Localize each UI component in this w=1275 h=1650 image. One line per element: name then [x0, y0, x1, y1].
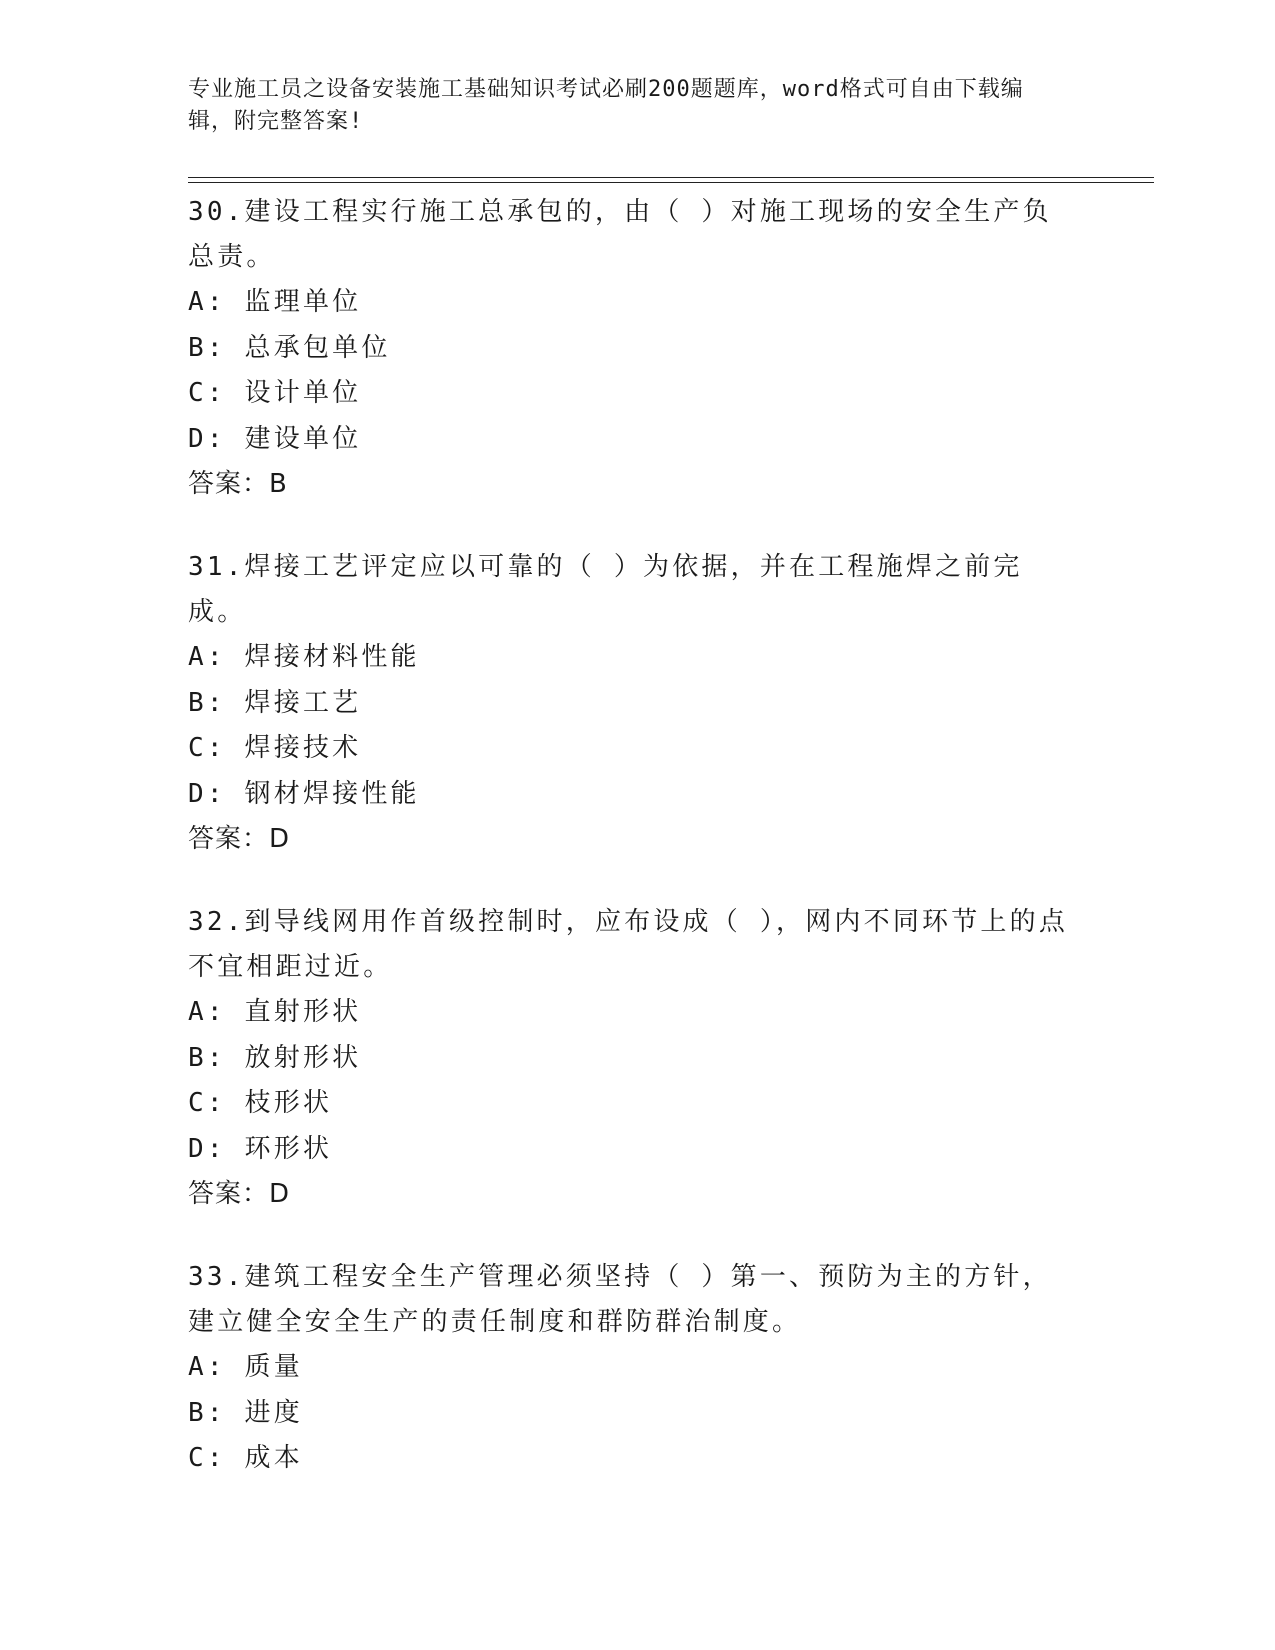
question-item-32 — [188, 900, 1068, 1217]
question-stem: 33.建筑工程安全生产管理必须坚持（ ）第一、预防为主的方针，建立健全安全生产的责任制度和群防群治制度。 — [188, 1262, 1052, 1337]
option-b: B: 放射形状 — [188, 1042, 362, 1073]
header-divider-top — [188, 177, 1154, 178]
question-list — [188, 190, 1068, 1520]
option-b: B: 焊接工艺 — [188, 687, 362, 718]
answer-text: 答案：D — [188, 824, 291, 854]
question-stem: 32.到导线网用作首级控制时，应布设成（ ），网内不同环节上的点不宜相距过近。 — [188, 907, 1069, 982]
option-c: C: 成本 — [188, 1443, 303, 1473]
option-a: A: 焊接材料性能 — [188, 642, 420, 672]
option-a: A: 质量 — [188, 1352, 303, 1382]
option-c: C: 焊接技术 — [188, 733, 362, 763]
question-stem: 31.焊接工艺评定应以可靠的（ ）为依据，并在工程施焊之前完成。 — [188, 552, 1023, 627]
option-c: C: 设计单位 — [188, 378, 362, 408]
question-item-33 — [188, 1255, 1068, 1482]
option-b: B: 总承包单位 — [188, 332, 391, 363]
question-item-30 — [188, 190, 1068, 507]
option-d: D: 环形状 — [188, 1133, 333, 1164]
answer-text: 答案：B — [188, 469, 288, 499]
option-d: D: 钢材焊接性能 — [188, 778, 420, 809]
document-header-title: 专业施工员之设备安装施工基础知识考试必刷200题题库，word格式可自由下载编辑，附完整答案! — [188, 77, 1024, 134]
option-a: A: 直射形状 — [188, 997, 362, 1027]
option-a: A: 监理单位 — [188, 287, 362, 317]
option-b: B: 进度 — [188, 1397, 303, 1428]
option-c: C: 枝形状 — [188, 1088, 333, 1118]
question-item-31 — [188, 545, 1068, 862]
option-d: D: 建设单位 — [188, 423, 362, 454]
header-divider-bottom — [188, 182, 1154, 183]
question-stem: 30.建设工程实行施工总承包的，由（ ）对施工现场的安全生产负总责。 — [188, 197, 1052, 272]
answer-text: 答案：D — [188, 1179, 291, 1209]
